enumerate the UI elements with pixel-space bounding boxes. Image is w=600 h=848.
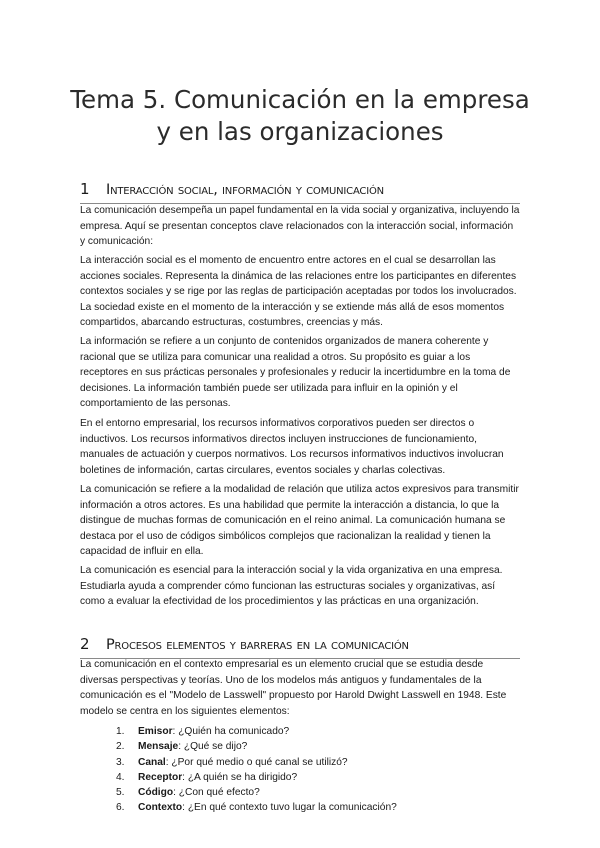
section1-heading-text: Interacción social, información y comunicación [106,182,384,198]
list-item-text: : ¿Qué se dijo? [178,741,248,753]
list-item-term: Receptor [138,771,183,783]
list-item-number: 1. [116,726,125,737]
list-item-term: Canal [138,756,166,768]
document-title-line2: y en las organizaciones [156,117,444,146]
list-item-number: 2. [116,741,125,753]
list-item [116,755,520,770]
list-item-term: Código [138,787,174,799]
section2-number: 2 [80,635,90,653]
section2-heading-text: Procesos elementos y barreras en la comunicación [106,637,409,653]
section1-paragraph: La comunicación desempeña un papel fundamental en la vida social y organizativa, incluyendo la empresa. Aquí se presentan conceptos clave relacionados con la interacción social, información y comunicación: [80,205,520,247]
section1-paragraph: La comunicación es esencial para la interacción social y la vida organizativa en una empresa. Estudiarla ayuda a comprender cómo funcionan las estructuras sociales y organizativas, así como a evaluar la efectividad de los procedimientos y las prácticas en una organización. [80,565,503,607]
lasswell-elements-list [116,724,520,816]
list-item-term: Mensaje [138,741,179,753]
list-item-text: : ¿En qué contexto tuvo lugar la comunicación? [182,802,397,814]
list-item-term: Emisor [138,726,173,737]
list-item-text: : ¿Quién ha comunicado? [172,726,290,737]
list-item [116,739,520,754]
list-item [116,785,520,800]
list-item-number: 3. [116,756,125,768]
list-item [116,724,520,739]
section1-paragraph: La información se refiere a un conjunto de contenidos organizados de manera coherente y racional que se utiliza para comunicar una realidad a otros. Su propósito es guiar a los receptores en sus prácticas personales y profesionales y reducir la incertidumbre en la toma de decisiones. La información también puede ser utilizada para influir en la opinión y el comportamiento de las personas. [80,336,511,409]
list-item [116,800,520,815]
section1-paragraph: La interacción social es el momento de encuentro entre actores en el cual se desarrollan las acciones sociales. Representa la dinámica de las relaciones entre los participantes en diferentes contextos sociales y se rige por las reglas de participación aceptadas por todos los involucrados. La sociedad existe en el momento de la interacción y se extiende más allá de esos momentos compartidos, abarcando estructuras, costumbres, creencias y más. [80,255,517,328]
section1-number: 1 [80,180,90,198]
list-item-text: : ¿A quién se ha dirigido? [182,771,298,783]
document-title [60,84,540,148]
section1-paragraph: La comunicación se refiere a la modalidad de relación que utiliza actos expresivos para transmitir información a otros actores. Es una habilidad que permite la interacción a distancia, lo que la distingue de muchas formas de comunicación en el reino animal. La comunicación humana se destaca por el uso de códigos simbólicos complejos que racionalizan la realidad y tienen la capacidad de influir en ella. [80,484,519,557]
list-item-number: 4. [116,771,125,783]
list-item-term: Contexto [138,802,183,814]
list-item-text: : ¿Por qué medio o qué canal se utilizó? [165,756,348,768]
list-item-text: : ¿Con qué efecto? [173,787,260,799]
list-item [116,770,520,785]
section1-heading [80,172,520,204]
list-item-number: 6. [116,802,125,814]
section1-paragraph: En el entorno empresarial, los recursos informativos corporativos pueden ser directos o inductivos. Los recursos informativos directos incluyen instrucciones de funcionamiento, manuales de actuación y cuerpos normativos. Los recursos informativos inductivos involucran boletines de información, cartas circulares, eventos sociales y charlas colectivas. [80,418,504,476]
section2-heading [80,627,520,659]
section2-intro: La comunicación en el contexto empresarial es un elemento crucial que se estudia desde diversas perspectivas y teorías. Uno de los modelos más antiguos y fundamentales de la comunicación es el "Modelo de Lasswell" propuesto por Harold Dwight Lasswell en 1948. Este modelo se centra en los siguientes elementos: [80,659,507,717]
document-title-line1: Tema 5. Comunicación en la empresa [70,85,530,114]
list-item-number: 5. [116,787,125,799]
